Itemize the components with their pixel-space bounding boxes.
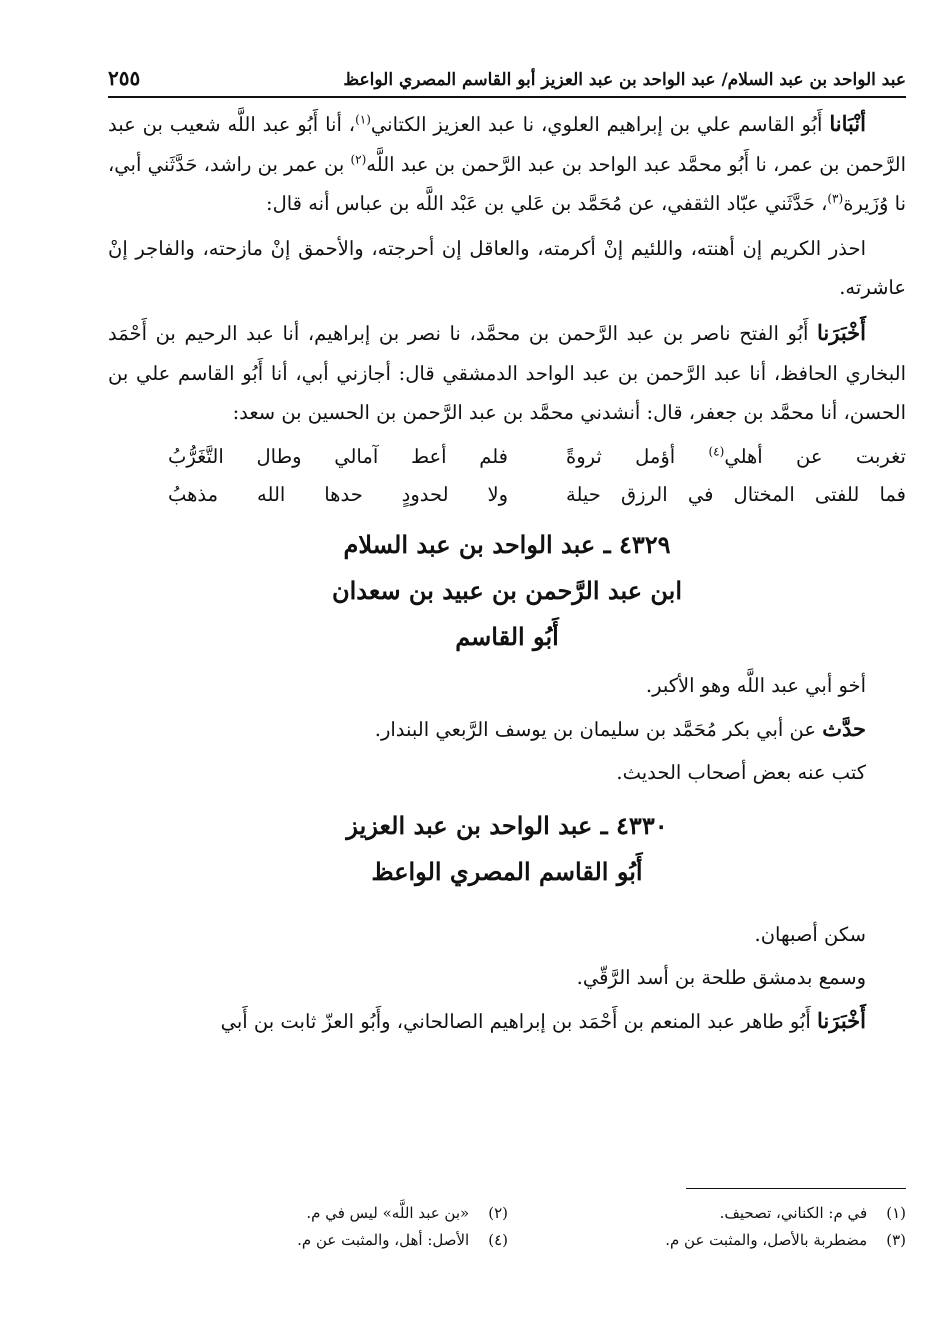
text-segment: ، حَدَّثَني عبّاد الثقفي، عن مُحَمَّد بن عَلي بن عَبْد اللَّه بن عباس أنه قال:	[266, 192, 828, 216]
spacer	[108, 901, 906, 915]
footnote-ref-3: (٣)	[827, 191, 844, 206]
footnote-text: مضطربة بالأصل، والمثبت عن م.	[665, 1231, 868, 1249]
footnote-text: «بن عبد اللَّه» ليس في م.	[306, 1204, 470, 1222]
paragraph-saying: احذر الكريم إن أهنته، واللئيم إنْ أكرمته، والعاقل إن أحرجته، والأحمق إنْ مازحته، والفاجر إنْ عاشرته.	[108, 236, 906, 300]
footnote-4	[150, 1227, 508, 1254]
text-segment: أَبُو القاسم علي بن إبراهيم العلوي، نا عبد العزيز الكتاني	[370, 113, 830, 136]
page-number: ٢٥٥	[108, 66, 141, 90]
paragraph-isnad-1	[108, 104, 906, 224]
text-segment: أَبُو الفتح ناصر بن عبد الرَّحمن بن محمَّد، نا نصر بن إبراهيم، أنا عبد الرحيم بن أَحْمَد البخاري الحافظ، أنا عبد الرَّحمن بن عبد الواحد الدمشقي قال: أجازني أبي، أنا أَبُو القاسم علي بن الحسن، أنا محمَّد بن جعفر، قال: أنشدني محمَّد بن عبد الرَّحمن بن الحسين بن سعد:	[108, 321, 906, 425]
footnote-1	[548, 1200, 906, 1227]
text-segment: أَبُو طاهر عبد المنعم بن أَحْمَد بن إبراهيم الصالحاني، وأَبُو العزّ ثابت بن أَبي	[220, 1009, 818, 1033]
footnote-text: في م: الكناني، تصحيف.	[719, 1204, 868, 1222]
footnote-ref-2: (٢)	[350, 152, 367, 167]
keyword-anbana: أنْبَانا	[829, 111, 866, 136]
footnotes	[150, 1200, 906, 1254]
keyword-akhbarana: أَخْبَرَنا	[817, 319, 866, 345]
poem-verse-2	[108, 476, 906, 514]
text-segment: عن أبي بكر مُحَمَّد بن سليمان بن يوسف الرَّبعي البندار.	[374, 717, 823, 741]
text-segment: ، أنا أَبُو عبد اللَّه شعيب بن عبد الرَّحمن بن عمر، نا أَبُو محمَّد عبد الواحد بن عبد الرَّحمن بن عبد اللَّه	[108, 113, 906, 176]
footnote-divider	[686, 1188, 906, 1189]
entry-heading-line: ٤٣٢٩ ـ عبد الواحد بن عبد السلام	[343, 529, 671, 559]
entry-line: كتب عنه بعض أصحاب الحديث.	[616, 760, 866, 784]
entry-heading-4329	[108, 522, 906, 660]
entry-line: سكن أصبهان.	[754, 922, 866, 946]
poem-verse-1	[108, 438, 906, 476]
page-header	[108, 52, 906, 98]
entry-heading-4330	[108, 803, 906, 895]
footnote-3	[548, 1227, 906, 1254]
footnote-ref-4: (٤)	[708, 444, 725, 459]
footnote-ref-1: (١)	[355, 112, 371, 127]
entry-heading-line: ٤٣٣٠ ـ عبد الواحد بن عبد العزيز	[346, 810, 668, 840]
entry-heading-line: أَبُو القاسم	[455, 621, 559, 651]
footnote-number: (٤)	[488, 1231, 508, 1249]
entry-heading-line: أَبُو القاسم المصري الواعظ	[371, 856, 643, 886]
footnote-text: الأصل: أهل، والمثبت عن م.	[297, 1231, 470, 1249]
page-body	[108, 104, 906, 1046]
footnote-number: (٢)	[488, 1204, 508, 1222]
footnote-2	[150, 1200, 508, 1227]
paragraph-isnad-2	[108, 313, 906, 433]
entry-heading-line: ابن عبد الرَّحمن بن عبيد بن سعدان	[332, 575, 682, 605]
entry-line	[108, 709, 906, 750]
footnote-grid	[150, 1200, 906, 1254]
hemistich-first	[566, 438, 906, 476]
footnote-number: (٣)	[886, 1231, 906, 1249]
running-title: عبد الواحد بن عبد السلام/ عبد الواحد بن عبد العزيز أبو القاسم المصري الواعظ	[343, 70, 906, 90]
poem	[108, 438, 906, 514]
footnote-number: (١)	[886, 1204, 906, 1222]
hemistich-text: تغربت عن أهلي	[724, 444, 906, 468]
text-segment: بن عمر بن راشد، حَدَّثَني أبي، نا وُزَيرة	[108, 152, 906, 216]
keyword-haddatha: حدَّث	[822, 715, 866, 741]
entry-line: وسمع بدمشق طلحة بن أسد الرَّقّي.	[576, 965, 866, 989]
hemistich-text: أؤمل ثروةً	[566, 444, 709, 468]
entry-line: أخو أبي عبد اللَّه وهو الأكبر.	[645, 673, 866, 697]
hemistich-second: فلم أعط آمالي وطال التَّغَرُّبُ	[168, 444, 508, 468]
keyword-akhbarana: أَخْبَرَنا	[817, 1007, 866, 1033]
hemistich-first: فما للفتى المختال في الرزق حيلة	[566, 482, 906, 506]
paragraph-isnad-3	[108, 1001, 906, 1042]
hemistich-second: ولا لحدودٍ حدها الله مذهبُ	[168, 482, 508, 506]
